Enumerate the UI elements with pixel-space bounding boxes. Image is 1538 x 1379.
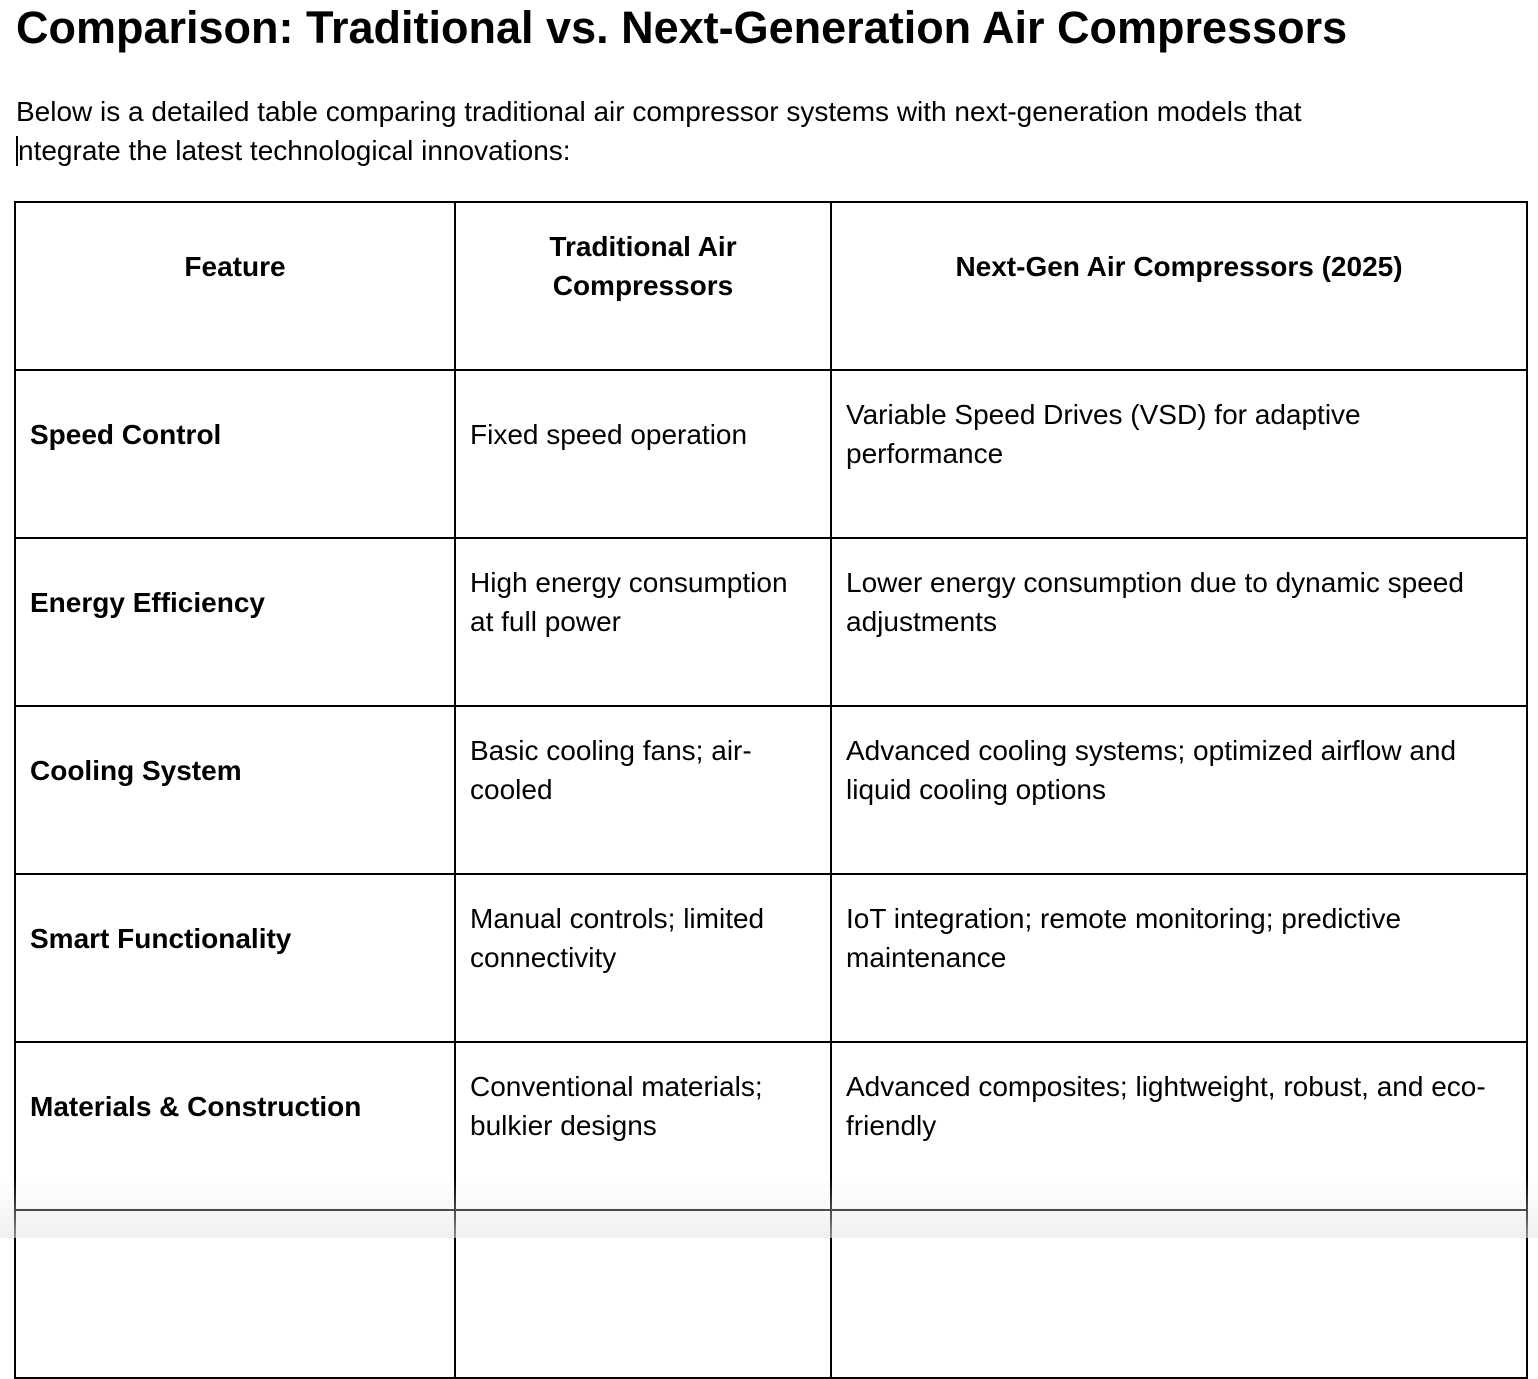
cell-traditional-empty (455, 1210, 831, 1378)
intro-paragraph[interactable] (16, 92, 1516, 170)
cell-feature-empty (15, 1210, 455, 1378)
cell-nextgen: Advanced composites; lightweight, robust, and eco-friendly (831, 1042, 1527, 1210)
cell-nextgen: Variable Speed Drives (VSD) for adaptive performance (831, 370, 1527, 538)
table-row (15, 874, 1527, 1042)
intro-line-1: Below is a detailed table comparing traditional air compressor systems with next-generation models that (16, 96, 1302, 127)
page-title: Comparison: Traditional vs. Next-Generation Air Compressors (16, 2, 1348, 53)
comparison-table (14, 201, 1528, 1379)
header-traditional: Traditional Air Compressors (455, 202, 831, 370)
cell-nextgen: Lower energy consumption due to dynamic speed adjustments (831, 538, 1527, 706)
table-row (15, 538, 1527, 706)
table-header-row (15, 202, 1527, 370)
cell-nextgen-empty (831, 1210, 1527, 1378)
cell-traditional: Manual controls; limited connectivity (455, 874, 831, 1042)
cell-nextgen: Advanced cooling systems; optimized airflow and liquid cooling options (831, 706, 1527, 874)
table-row (15, 1210, 1527, 1378)
cell-feature: Speed Control (15, 370, 455, 538)
table-row (15, 1042, 1527, 1210)
cell-feature: Materials & Construction (15, 1042, 455, 1210)
cell-feature: Smart Functionality (15, 874, 455, 1042)
cell-traditional: Basic cooling fans; air-cooled (455, 706, 831, 874)
header-feature: Feature (15, 202, 455, 370)
header-nextgen: Next-Gen Air Compressors (2025) (831, 202, 1527, 370)
cell-nextgen: IoT integration; remote monitoring; predictive maintenance (831, 874, 1527, 1042)
cell-traditional: High energy consumption at full power (455, 538, 831, 706)
cell-feature: Energy Efficiency (15, 538, 455, 706)
cell-traditional: Conventional materials; bulkier designs (455, 1042, 831, 1210)
intro-line-2: ntegrate the latest technological innovations: (18, 135, 571, 166)
table-row (15, 370, 1527, 538)
cell-traditional: Fixed speed operation (455, 370, 831, 538)
cell-feature: Cooling System (15, 706, 455, 874)
table-row (15, 706, 1527, 874)
